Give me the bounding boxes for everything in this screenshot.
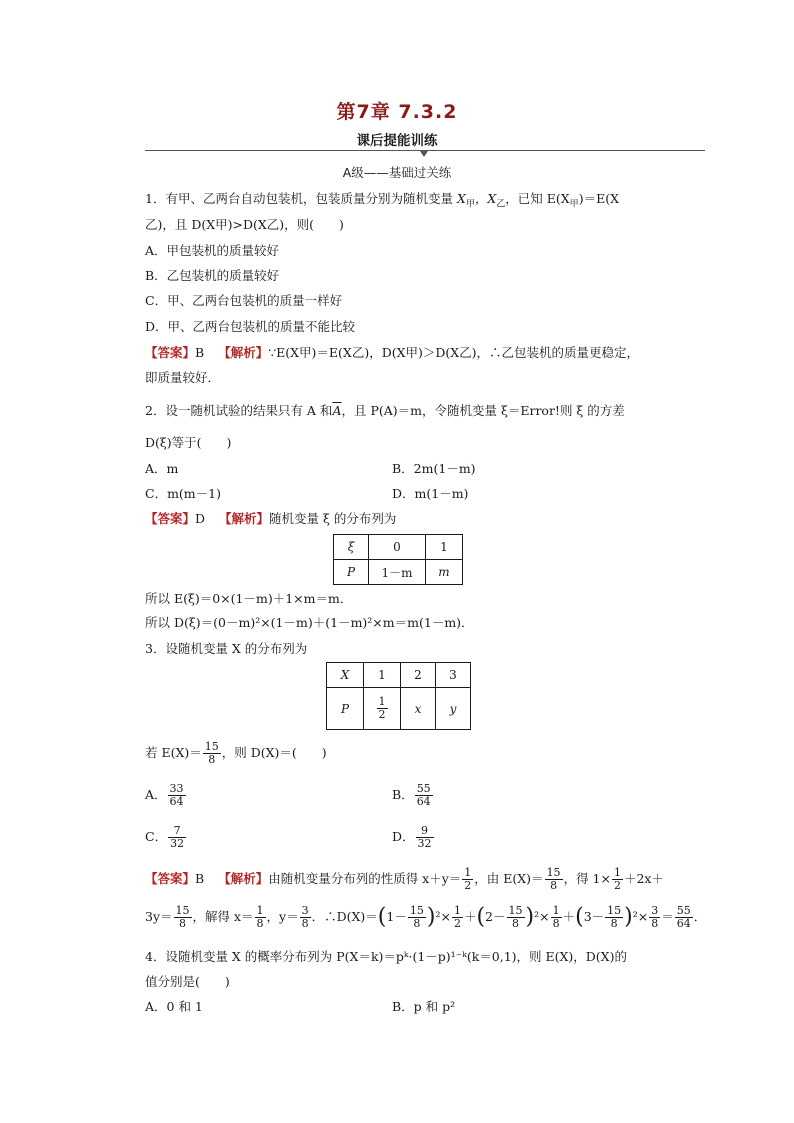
- level-heading: A级——基础过关练: [342, 165, 452, 180]
- q3-analysis-line2: 3y＝ $\frac{15}{8}$ ，解得 x＝ $\frac{1}{8}$ ，y＝ $\frac{3}{8}$ ．∴D(X)＝(1－ $\frac{15}{8}$ )²× $\frac{1}{2}$ ＋(2－ $\frac{15}{8}$ )²× $\frac{1}{8}$ ＋(3－ $\frac{15}{8}$ )²× $\frac{3}{8}$ ＝ $\frac{55}{64}$ ．: [145, 904, 707, 930]
- q2-option-c: C．m(m－1): [145, 486, 221, 501]
- table-cell: x: [401, 688, 436, 730]
- q3-stem: 3．设随机变量 X 的分布列为: [145, 641, 308, 656]
- q3-option-b: B． $\frac{55}{64}$: [392, 782, 431, 808]
- answer-tag: 【答案】: [145, 345, 196, 360]
- q3-distribution-table: [326, 662, 471, 730]
- table-cell: 3: [436, 663, 471, 688]
- analysis-tag: 【解析】: [218, 345, 269, 360]
- q1-answer-line: [145, 344, 639, 362]
- q2-answer: D: [195, 511, 206, 526]
- table-cell: 1: [426, 535, 463, 560]
- q4-option-b: B．p 和 p²: [392, 999, 456, 1014]
- q2-option-b: B．2m(1－m): [392, 461, 476, 476]
- q1-stem-line2: 乙)，且 D(X甲)>D(X乙)，则( ): [145, 217, 344, 232]
- table-cell: 1: [364, 663, 401, 688]
- chapter-title: 第7章 7.3.2: [336, 101, 458, 123]
- q2-stem-line2: D(ξ)等于( ): [145, 435, 232, 450]
- table-cell: P: [327, 688, 364, 730]
- q1-option-b: B．乙包装机的质量较好: [145, 268, 280, 283]
- q1-option-a: A．甲包装机的质量较好: [145, 243, 280, 258]
- table-cell: 2: [401, 663, 436, 688]
- table-cell: P: [334, 560, 369, 585]
- q4-stem-line2: 值分别是( ): [145, 974, 230, 989]
- q1-analysis-line2: 即质量较好．: [145, 370, 221, 385]
- q1-option-d: D．甲、乙两台包装机的质量不能比较: [145, 319, 356, 334]
- table-cell: X: [327, 663, 364, 688]
- q2-stem-line1: 2．设一随机试验的结果只有 A 和$\overline{A}$，且 P(A)＝m，令随机变量 ξ＝Error!则 ξ 的方差: [145, 403, 625, 418]
- q4-option-a: A．0 和 1: [145, 999, 203, 1014]
- table-cell: y: [436, 688, 471, 730]
- q2-distribution-table: [333, 534, 463, 585]
- q4-stem-line1: 4．设随机变量 X 的概率分布列为 P(X＝k)＝pᵏ·(1－p)¹⁻ᵏ(k＝0,1)，则 E(X)，D(X)的: [145, 949, 627, 964]
- table-cell: 0: [369, 535, 426, 560]
- q3-option-a: A． $\frac{33}{64}$: [145, 782, 184, 808]
- section-subtitle: 课后提能训练: [356, 133, 438, 149]
- q2-variance: 所以 D(ξ)＝(0－m)²×(1－m)＋(1－m)²×m＝m(1－m)．: [145, 615, 474, 630]
- table-cell: ξ: [334, 535, 369, 560]
- q3-option-d: D． $\frac{9}{32}$: [392, 824, 432, 850]
- q2-analysis: 随机变量 ξ 的分布列为: [269, 511, 397, 526]
- table-cell: m: [426, 560, 463, 585]
- q1-stem-line1: 1．有甲、乙两台自动包装机，包装质量分别为随机变量 $X_甲$，$X_乙$，已知 $E(X_甲)=E(X$: [145, 191, 619, 210]
- table-cell: $\frac{1}{2}$: [364, 688, 401, 730]
- q3-analysis-line1: 【答案】B 【解析】由随机变量分布列的性质得 x＋y＝ $\frac{1}{2}$ ，由 E(X)＝ $\frac{15}{8}$ ，得 1× $\frac{1}{2}$ ＋2x＋: [145, 866, 664, 892]
- q3-condition: 若 E(X)＝ $\frac{15}{8}$ ，则 D(X)＝( ): [145, 740, 327, 766]
- q2-option-a: A．m: [145, 461, 179, 476]
- q2-answer-line: 【答案】D 【解析】随机变量 ξ 的分布列为: [145, 511, 397, 526]
- q3-answer: B: [195, 871, 205, 886]
- q2-expectation: 所以 E(ξ)＝0×(1－m)＋1×m＝m．: [145, 591, 353, 606]
- q1-answer: B: [195, 345, 205, 360]
- q1-analysis: ∵E(X甲)＝E(X乙)，D(X甲)＞D(X乙)，∴乙包装机的质量更稳定，: [268, 345, 640, 360]
- q2-option-d: D．m(1－m): [392, 486, 469, 501]
- q3-option-c: C． $\frac{7}{32}$: [145, 824, 185, 850]
- table-cell: 1－m: [369, 560, 426, 585]
- divider-arrow-icon: [420, 151, 428, 157]
- q1-option-c: C．甲、乙两台包装机的质量一样好: [145, 293, 343, 308]
